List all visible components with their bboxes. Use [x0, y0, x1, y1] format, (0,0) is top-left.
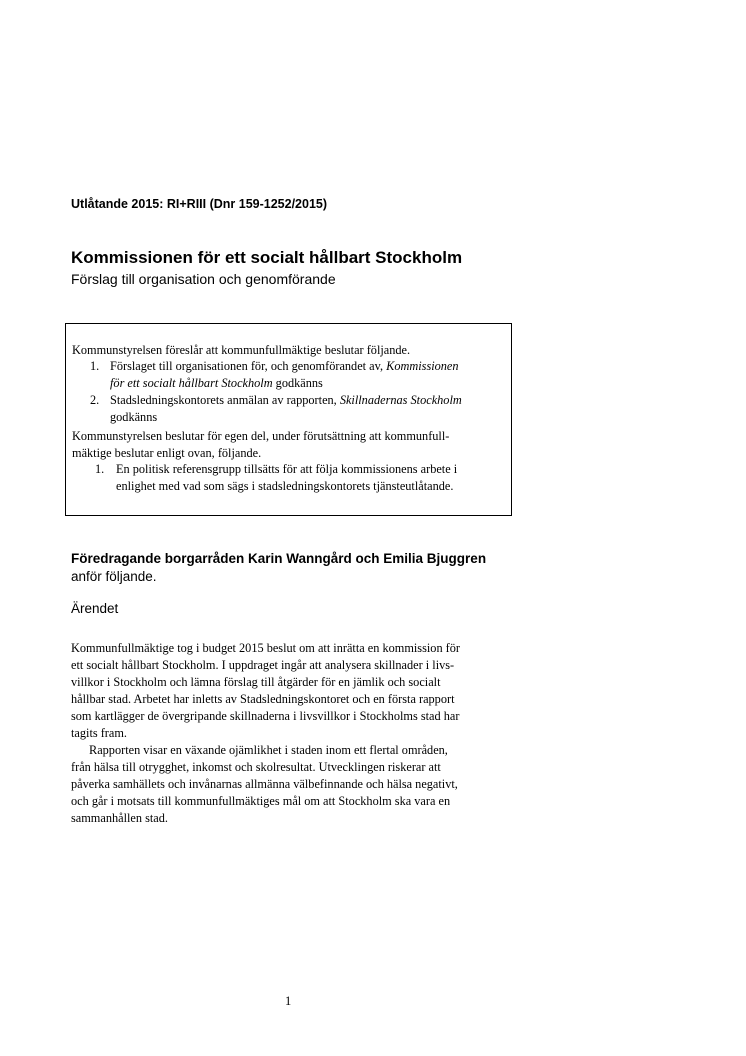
document-reference: Utlåtande 2015: RI+RIII (Dnr 159-1252/2015)	[71, 197, 328, 211]
proposal-item-1-italic-2: för ett socialt hållbart Stockholm	[110, 376, 273, 390]
proposal-item-1-italic-1: Kommissionen	[386, 359, 459, 373]
body-line: tagits fram.	[71, 726, 128, 740]
proposal-item-3-line-1: En politisk referensgrupp tillsätts för att följa kommissionens arbete i	[116, 462, 458, 476]
proposal-own-part-line-1: Kommunstyrelsen beslutar för egen del, under förutsättning att kommunfull-	[72, 429, 450, 443]
body-line: sammanhållen stad.	[71, 811, 168, 825]
presenters-subtext: anför följande.	[71, 569, 157, 584]
proposal-item-1-line-1	[110, 358, 459, 375]
body-line: från hälsa till otrygghet, inkomst och skolresultat. Utvecklingen riskerar att	[71, 760, 441, 774]
proposal-item-2-number: 2.	[90, 393, 100, 407]
proposal-item-1-text: Förslaget till organisationen för, och genomförandet av,	[110, 359, 387, 373]
body-line: ett socialt hållbart Stockholm. I uppdraget ingår att analysera skillnader i livs-	[71, 658, 455, 672]
presenters-heading: Föredragande borgarråden Karin Wanngård och Emilia Bjuggren	[71, 551, 487, 566]
body-line: villkor i Stockholm och lämna förslag till åtgärder för en jämlik och socialt	[71, 675, 441, 689]
proposal-item-1-line-2	[110, 375, 323, 392]
proposal-item-3-number: 1.	[95, 462, 105, 476]
document-subtitle: Förslag till organisation och genomförande	[71, 271, 336, 287]
proposal-own-part-line-2: mäktige beslutar enligt ovan, följande.	[72, 446, 262, 460]
proposal-item-2-text: Stadsledningskontorets anmälan av rapporten,	[110, 393, 340, 407]
section-heading: Ärendet	[71, 601, 119, 616]
proposal-item-2-line-2: godkänns	[110, 410, 158, 424]
document-title: Kommissionen för ett socialt hållbart Stockholm	[71, 248, 463, 267]
page-number: 1	[285, 994, 292, 1008]
body-line: påverka samhällets och invånarnas allmänna välbefinnande och hälsa negativt,	[71, 777, 458, 791]
body-line: Rapporten visar en växande ojämlikhet i staden inom ett flertal områden,	[89, 743, 448, 757]
proposal-item-1-tail: godkänns	[272, 376, 323, 390]
body-line: och går i motsats till kommunfullmäktiges mål om att Stockholm ska vara en	[71, 794, 451, 808]
proposal-item-2-line-1	[110, 392, 462, 409]
proposal-item-1-number: 1.	[90, 359, 100, 373]
body-line: Kommunfullmäktige tog i budget 2015 beslut om att inrätta en kommission för	[71, 641, 461, 655]
proposal-intro: Kommunstyrelsen föreslår att kommunfullmäktige beslutar följande.	[72, 343, 411, 357]
body-line: som kartlägger de övergripande skillnaderna i livsvillkor i Stockholms stad har	[71, 709, 460, 723]
proposal-box	[65, 323, 512, 516]
proposal-item-2-italic: Skillnadernas Stockholm	[339, 393, 462, 407]
proposal-item-3-line-2: enlighet med vad som sägs i stadsledningskontorets tjänsteutlåtande.	[116, 479, 454, 493]
body-line: hållbar stad. Arbetet har inletts av Stadsledningskontoret och en första rapport	[71, 692, 455, 706]
